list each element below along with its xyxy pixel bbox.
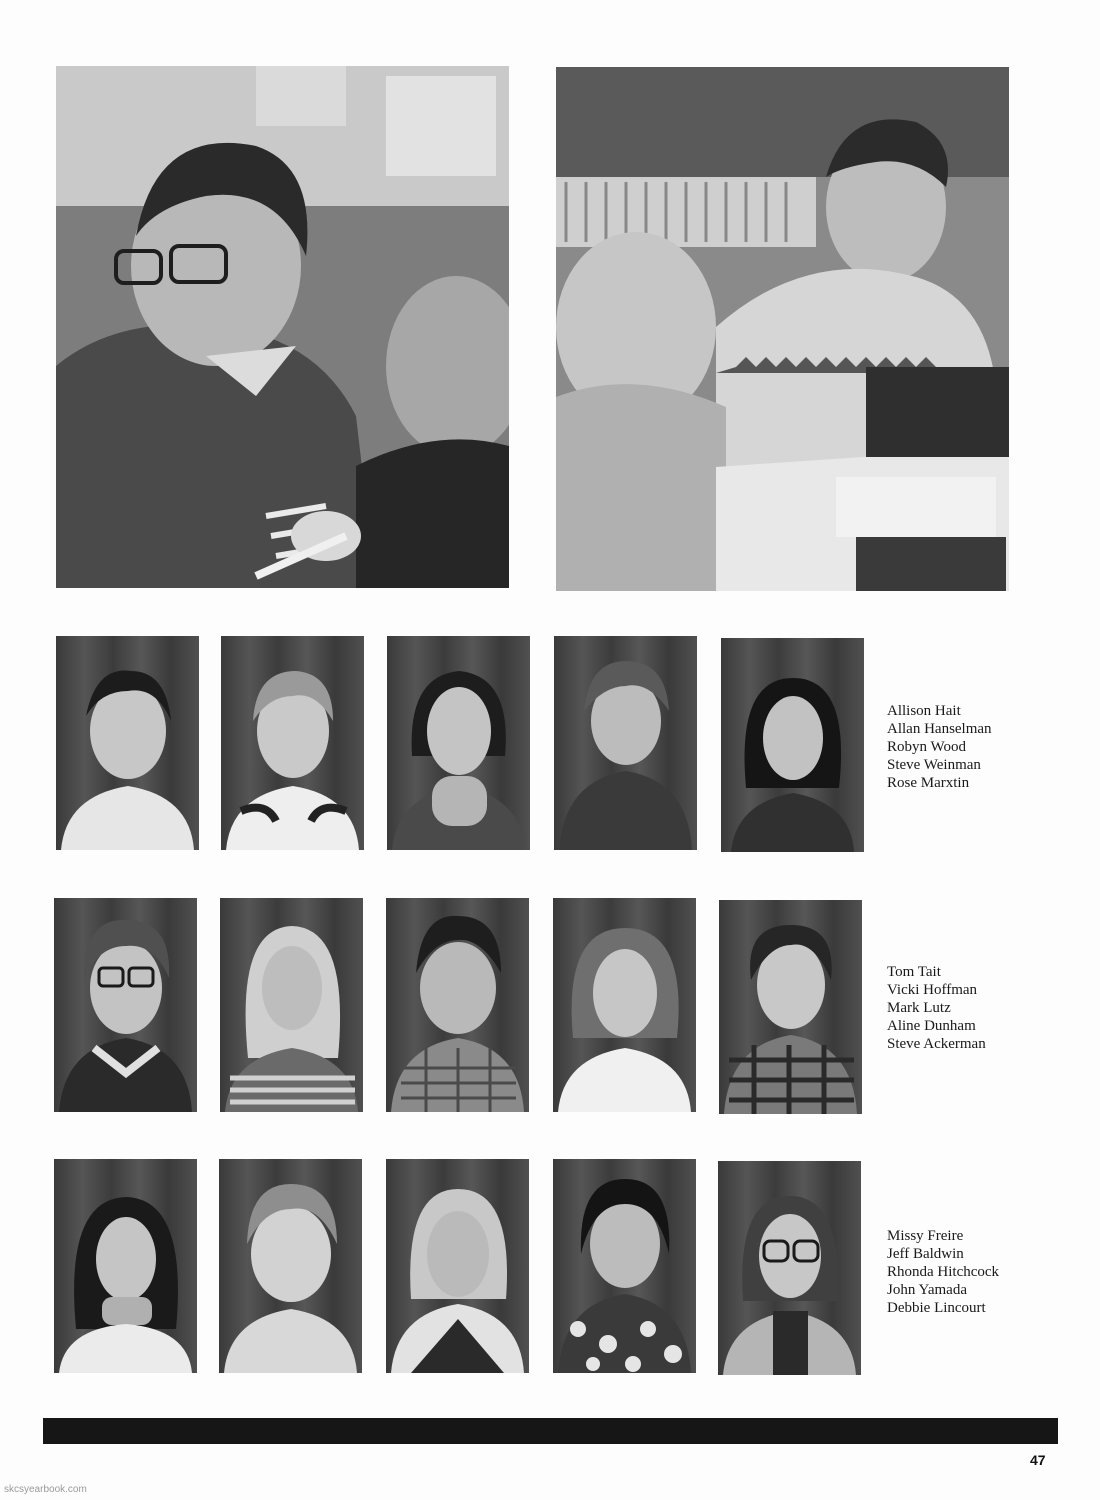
name-list bbox=[887, 702, 992, 792]
student-name: Steve Weinman bbox=[887, 757, 981, 773]
portrait-photo bbox=[387, 636, 530, 850]
student-name: John Yamada bbox=[887, 1282, 968, 1298]
portrait-photo bbox=[553, 1159, 696, 1373]
student-portrait-icon bbox=[719, 900, 862, 1114]
student-name: Allan Hanselman bbox=[887, 721, 992, 737]
student-name: Debbie Lincourt bbox=[887, 1300, 986, 1316]
student-name: Rose Marxtin bbox=[887, 775, 970, 791]
student-name: Vicki Hoffman bbox=[887, 982, 978, 998]
portrait-photo bbox=[54, 898, 197, 1112]
student-name: Aline Dunham bbox=[887, 1018, 976, 1034]
student-portrait-icon bbox=[387, 636, 530, 850]
page-number: 47 bbox=[1030, 1452, 1046, 1468]
portrait-photo bbox=[386, 1159, 529, 1373]
student-name: Jeff Baldwin bbox=[887, 1246, 964, 1262]
portrait-photo bbox=[554, 636, 697, 850]
footer-bar bbox=[43, 1418, 1058, 1444]
portrait-photo bbox=[54, 1159, 197, 1373]
site-watermark: skcsyearbook.com bbox=[4, 1484, 87, 1495]
student-name: Mark Lutz bbox=[887, 1000, 951, 1016]
portrait-photo bbox=[220, 898, 363, 1112]
student-portrait-icon bbox=[56, 636, 199, 850]
portrait-row-3 bbox=[0, 1159, 1100, 1377]
portrait-photo bbox=[718, 1161, 861, 1375]
candid-photo-right bbox=[556, 67, 1009, 591]
student-name: Robyn Wood bbox=[887, 739, 966, 755]
portrait-photo bbox=[221, 636, 364, 850]
portrait-photo bbox=[219, 1159, 362, 1373]
portrait-row-1 bbox=[0, 636, 1100, 854]
candid-photo-students-at-desk-icon bbox=[556, 67, 1009, 591]
name-list bbox=[887, 963, 986, 1053]
portrait-photo bbox=[386, 898, 529, 1112]
student-name: Steve Ackerman bbox=[887, 1036, 986, 1052]
portrait-row-2 bbox=[0, 898, 1100, 1116]
student-portrait-icon bbox=[54, 898, 197, 1112]
student-portrait-icon bbox=[386, 898, 529, 1112]
student-name: Missy Freire bbox=[887, 1228, 964, 1244]
student-name: Tom Tait bbox=[887, 964, 941, 980]
candid-photo-laughing-student-icon bbox=[56, 66, 509, 588]
student-portrait-icon bbox=[553, 1159, 696, 1373]
portrait-photo bbox=[721, 638, 864, 852]
student-portrait-icon bbox=[553, 898, 696, 1112]
student-portrait-icon bbox=[554, 636, 697, 850]
student-portrait-icon bbox=[221, 636, 364, 850]
portrait-photo bbox=[56, 636, 199, 850]
student-portrait-icon bbox=[54, 1159, 197, 1373]
student-portrait-icon bbox=[219, 1159, 362, 1373]
student-portrait-icon bbox=[718, 1161, 861, 1375]
student-portrait-icon bbox=[721, 638, 864, 852]
student-name: Allison Hait bbox=[887, 703, 961, 719]
name-list bbox=[887, 1227, 999, 1317]
student-name: Rhonda Hitchcock bbox=[887, 1264, 1000, 1280]
portrait-photo bbox=[553, 898, 696, 1112]
candid-photo-left bbox=[56, 66, 509, 588]
student-portrait-icon bbox=[220, 898, 363, 1112]
portrait-photo bbox=[719, 900, 862, 1114]
student-portrait-icon bbox=[386, 1159, 529, 1373]
